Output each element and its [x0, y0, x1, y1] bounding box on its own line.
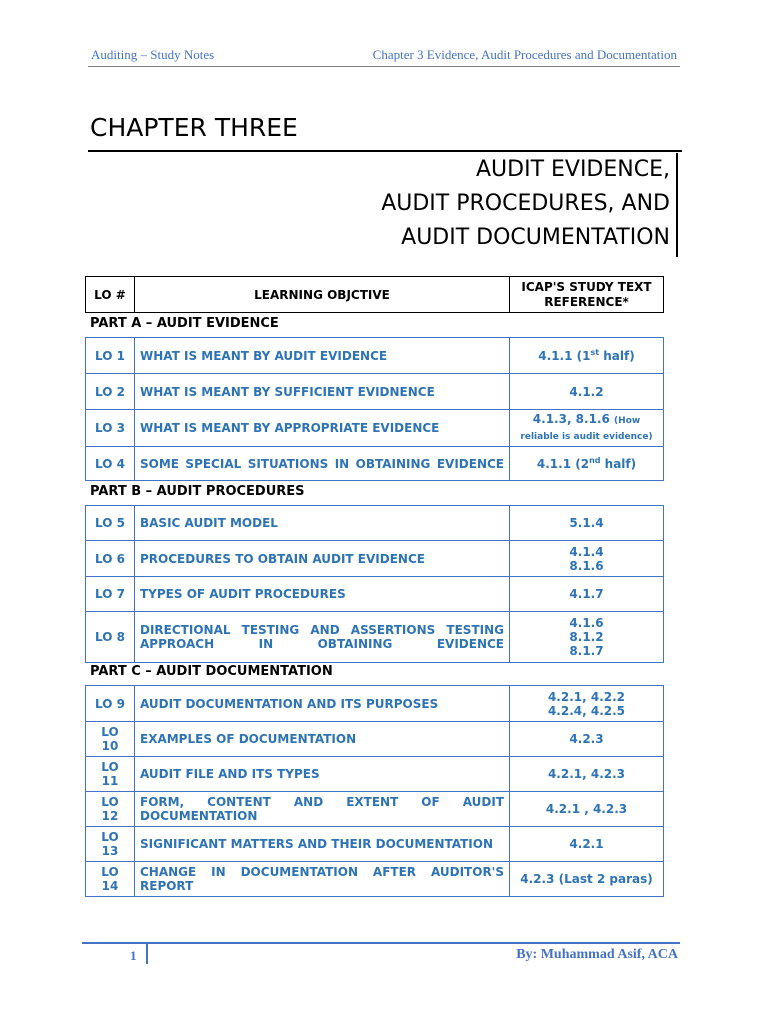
header-course-title: Auditing – Study Notes	[91, 47, 215, 62]
table-row	[86, 757, 664, 792]
lo-reference: 4.2.1 , 4.2.3	[510, 792, 664, 827]
lo-reference	[510, 541, 664, 577]
lo-reference: 4.2.1	[510, 827, 664, 862]
lo-reference: 4.1.1 (1st half)	[510, 338, 664, 374]
lo-reference	[510, 612, 664, 663]
lo-number: LO 3	[86, 410, 135, 447]
column-header-reference	[510, 277, 664, 313]
column-header-reference-line: ICAP'S STUDY TEXT	[521, 279, 652, 294]
lo-reference: 5.1.4	[510, 506, 664, 541]
lo-number: LO 13	[86, 827, 135, 862]
lo-number: LO 9	[86, 686, 135, 722]
column-header-objective: LEARNING OBJCTIVE	[135, 277, 510, 313]
page-header	[88, 46, 680, 67]
lo-reference	[510, 686, 664, 722]
lo-objective: SOME SPECIAL SITUATIONS IN OBTAINING EVIDENCE	[135, 447, 510, 481]
lo-number: LO 11	[86, 757, 135, 792]
lo-reference: 4.2.3 (Last 2 paras)	[510, 862, 664, 897]
chapter-title-rule	[88, 150, 682, 152]
column-header-lo: LO #	[86, 277, 135, 313]
column-header-reference-line: REFERENCE*	[544, 294, 629, 309]
page-number: 1	[130, 948, 137, 963]
footer-divider	[146, 944, 148, 964]
lo-number: LO 14	[86, 862, 135, 897]
lo-reference: 4.1.1 (2nd half)	[510, 447, 664, 481]
lo-number: LO 7	[86, 577, 135, 612]
lo-number: LO 4	[86, 447, 135, 481]
lo-number: LO 8	[86, 612, 135, 663]
chapter-title: CHAPTER THREE	[90, 113, 298, 142]
lo-objective: AUDIT DOCUMENTATION AND ITS PURPOSES	[135, 686, 510, 722]
table-row	[86, 612, 664, 663]
lo-objective: EXAMPLES OF DOCUMENTATION	[135, 722, 510, 757]
footer-rule	[82, 942, 680, 944]
lo-objective: AUDIT FILE AND ITS TYPES	[135, 757, 510, 792]
lo-reference-main: 4.1.3, 8.1.6	[532, 412, 610, 426]
chapter-subtitle-line: AUDIT EVIDENCE,	[475, 157, 670, 182]
part-a-table	[85, 337, 664, 481]
lo-reference: 4.1.7	[510, 577, 664, 612]
table-row	[86, 577, 664, 612]
lo-reference-line: 8.1.6	[569, 558, 604, 573]
header-chapter-title: Chapter 3 Evidence, Audit Procedures and Documentation	[372, 47, 677, 62]
table-row	[86, 374, 664, 410]
part-a-label: PART A – AUDIT EVIDENCE	[90, 316, 279, 331]
chapter-subtitle-line: AUDIT PROCEDURES, AND	[381, 191, 670, 216]
lo-reference-line: 8.1.2	[569, 630, 604, 644]
lo-reference-line: 4.2.4, 4.2.5	[547, 703, 626, 718]
footer-author: By: Muhammad Asif, ACA	[516, 947, 678, 962]
lo-objective: BASIC AUDIT MODEL	[135, 506, 510, 541]
lo-number: LO 12	[86, 792, 135, 827]
lo-number: LO 10	[86, 722, 135, 757]
lo-reference-note: (How reliable is audit evidence)	[520, 416, 653, 442]
lo-objective: DIRECTIONAL TESTING AND ASSERTIONS TESTING APPROACH IN OBTAINING EVIDENCE	[135, 612, 510, 663]
lo-number: LO 1	[86, 338, 135, 374]
lo-objective: WHAT IS MEANT BY SUFFICIENT EVIDNENCE	[135, 374, 510, 410]
lo-objective: CHANGE IN DOCUMENTATION AFTER AUDITOR'S REPORT	[135, 862, 510, 897]
lo-objective: WHAT IS MEANT BY APPROPRIATE EVIDENCE	[135, 410, 510, 447]
part-b-label: PART B – AUDIT PROCEDURES	[90, 484, 305, 499]
lo-reference: 4.1.2	[510, 374, 664, 410]
lo-reference-line: 4.2.1, 4.2.2	[547, 689, 626, 704]
table-row	[86, 862, 664, 897]
lo-reference: 4.2.1, 4.2.3	[510, 757, 664, 792]
chapter-subtitle	[250, 153, 678, 257]
lo-objective: TYPES OF AUDIT PROCEDURES	[135, 577, 510, 612]
table-row	[86, 506, 664, 541]
lo-objective: FORM, CONTENT AND EXTENT OF AUDIT DOCUMENTATION	[135, 792, 510, 827]
lo-reference: 4.2.3	[510, 722, 664, 757]
lo-number: LO 6	[86, 541, 135, 577]
part-b-table	[85, 505, 664, 663]
lo-objective: PROCEDURES TO OBTAIN AUDIT EVIDENCE	[135, 541, 510, 577]
lo-reference-line: 4.1.4	[569, 544, 604, 559]
table-row	[86, 338, 664, 374]
table-row	[86, 447, 664, 481]
lo-objective: WHAT IS MEANT BY AUDIT EVIDENCE	[135, 338, 510, 374]
table-header-row	[86, 277, 664, 313]
lo-reference-line: 4.1.6	[569, 616, 604, 630]
lo-number: LO 5	[86, 506, 135, 541]
lo-number: LO 2	[86, 374, 135, 410]
table-row	[86, 827, 664, 862]
table-row	[86, 722, 664, 757]
table-row	[86, 686, 664, 722]
table-row	[86, 541, 664, 577]
part-c-label: PART C – AUDIT DOCUMENTATION	[90, 664, 333, 679]
lo-objective: SIGNIFICANT MATTERS AND THEIR DOCUMENTATION	[135, 827, 510, 862]
table-row	[86, 792, 664, 827]
objectives-table-header	[85, 276, 664, 313]
part-c-table	[85, 685, 664, 897]
lo-reference-line: 8.1.7	[569, 644, 604, 658]
chapter-subtitle-line: AUDIT DOCUMENTATION	[401, 225, 670, 250]
table-row	[86, 410, 664, 447]
lo-reference	[510, 410, 664, 447]
